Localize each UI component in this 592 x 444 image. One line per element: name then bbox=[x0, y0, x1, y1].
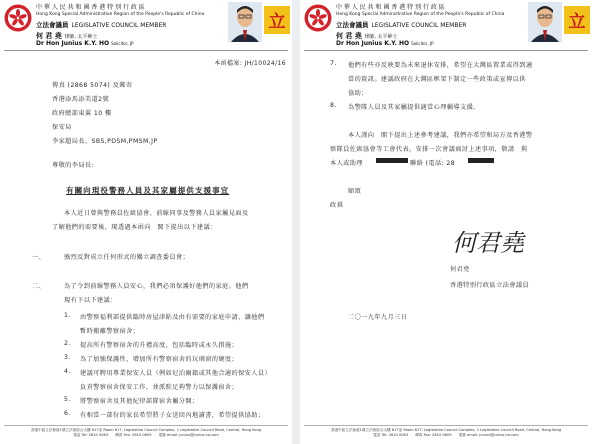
regards-line: 政祺 bbox=[330, 202, 344, 209]
footer-divider bbox=[4, 425, 288, 426]
item-text: 他們有些亦反映要為未來退休安排，希望在大灣區置業或得到適 bbox=[348, 62, 533, 69]
reference-number: 本函檔案: JH/10024/16 bbox=[214, 60, 286, 67]
member-name-en: Dr Hon Junius K.Y. HO Solicitor, JP bbox=[36, 40, 134, 47]
sub-item-text: 為了加強保護性，增加所有警察宿舍的玩璃窗的硬度； bbox=[80, 356, 239, 363]
svg-text:立: 立 bbox=[268, 12, 286, 32]
sub-item-number: 5. bbox=[64, 396, 71, 403]
letterhead-cn-title: 中 華 人 民 共 和 國 香 港 特 別 行 政 區 bbox=[36, 4, 145, 11]
member-name-cn: 何 君 堯 律師, 太平紳士 bbox=[36, 32, 98, 40]
party-badge-icon bbox=[264, 6, 290, 34]
item-number: 7. bbox=[330, 60, 337, 67]
closing-line: 本人謹向 閣下提出上述參考建議，我們亦希望和局方及香港警 bbox=[348, 132, 533, 139]
recipient-line: 傳真 (2868 5074) 及郵寄 bbox=[52, 82, 133, 89]
regards-line: 順頌 bbox=[348, 188, 362, 195]
hksar-emblem-icon bbox=[304, 4, 332, 32]
party-badge-icon bbox=[564, 6, 590, 34]
sub-item-text: 負責警察宿舍保安工作，並派駐足夠警力以保護宿舍； bbox=[80, 384, 239, 391]
sub-item-number: 2. bbox=[64, 340, 71, 347]
letter-footer: 香港中區立法會道1號立法會綜合大樓 617室 Room 617, Legislative Council Complex, 1 Legislative Council Road, Central, Hong Kong 電話 Tel: 2810 0063 傳真 Fax: 2810 0609 電郵 email: junius@junius-ho.com bbox=[30, 428, 262, 437]
letterhead-cn-title: 中 華 人 民 共 和 國 香 港 特 別 行 政 區 bbox=[336, 4, 445, 11]
sub-item-text: 暫時搬離警察宿舍； bbox=[80, 328, 140, 335]
intro-line: 本人近日曾與警務員佐級協會、前線同事及警務人員家屬見面及 bbox=[64, 210, 249, 217]
lc-member-cn: 立法會議員 bbox=[36, 21, 69, 29]
item-text: 當的資訊。建議政府在大灣區框架下制定一些政策或宣傳以供 bbox=[348, 76, 526, 83]
letterhead-text bbox=[36, 4, 216, 29]
sub-item-number: 1. bbox=[64, 312, 71, 319]
signer-name: 何君堯 bbox=[450, 266, 470, 273]
point-number: 二、 bbox=[32, 283, 46, 290]
sub-item-number: 4. bbox=[64, 368, 71, 375]
letter-page-1 bbox=[0, 0, 292, 444]
sub-item-text: 將警察宿舍及其他紀律部隊宿舍屬分開； bbox=[80, 398, 199, 405]
member-photo bbox=[228, 2, 262, 42]
hksar-emblem-icon bbox=[4, 4, 32, 32]
member-photo bbox=[528, 2, 562, 42]
point-text: 為了令到前線警務人員安心，我們必須保護好他們的家庭。他們 bbox=[64, 283, 249, 290]
letterhead-text bbox=[336, 4, 516, 29]
member-name-cn: 何 君 堯 律師, 太平紳士 bbox=[336, 32, 398, 40]
item-text: 協助； bbox=[348, 90, 368, 97]
sub-item-number: 6. bbox=[64, 410, 71, 417]
footer-divider bbox=[304, 425, 588, 426]
item-number: 8. bbox=[330, 102, 337, 109]
lc-member-en: LEGISLATIVE COUNCIL MEMBER bbox=[71, 22, 167, 29]
sub-item-text: 由警察福利部提供臨時房屋津貼及由有需要的家庭申請，讓他們 bbox=[80, 314, 265, 321]
intro-line: 了解他們的需要後，現透過本函向 閣下提出以下建議： bbox=[52, 224, 217, 231]
letterhead-divider bbox=[4, 50, 288, 51]
sub-item-number: 3. bbox=[64, 354, 71, 361]
item-text: 為警隊人員及其家屬提供適當心理輔導支援。 bbox=[348, 104, 480, 111]
point-text: 現有下以下建議： bbox=[64, 297, 117, 304]
letter-footer: 香港中區立法會道1號立法會綜合大樓 617室 Room 617, Legislative Council Complex, 1 Legislative Council Road, Central, Hong Kong 電話 Tel: 2810 0063 傳真 Fax: 2810 0609 電郵 email: junius@junius-ho.com bbox=[330, 428, 562, 437]
letterhead-en-title: Hong Kong Special Administrative Region of the People's Republic of China bbox=[36, 12, 205, 17]
redacted-name bbox=[376, 158, 408, 163]
redacted-phone bbox=[468, 158, 494, 163]
sub-item-text: 建議可聘用專業保安人員（例如尼泊爾籍或其他合適的保安人員） bbox=[80, 370, 272, 377]
svg-text:何君堯: 何君堯 bbox=[452, 229, 524, 257]
sub-item-text: 有相當一部份的家長希望將子女送回內地讀書，希望提供協助； bbox=[80, 412, 265, 419]
member-name-en: Dr Hon Junius K.Y. HO Solicitor, JP bbox=[336, 40, 434, 47]
point-number: 一、 bbox=[32, 254, 46, 261]
recipient-line: 政府總部東翼 10 樓 bbox=[52, 110, 112, 117]
letter-page-2 bbox=[300, 0, 592, 444]
letter-subject: 有關向現役警務人員及其家屬提供支援事宜 bbox=[66, 186, 230, 195]
handwritten-signature bbox=[450, 225, 524, 259]
lc-member-cn: 立法會議員 bbox=[336, 21, 369, 29]
recipient-line: 李家超局長、SBS,PDSM,PMSM,JP bbox=[52, 138, 158, 145]
sub-item-text: 提高所有警察宿舍的升禮高度，包括臨時或永久措施； bbox=[80, 342, 239, 349]
point-text: 強烈反對成立任何形式的獨立調查委員會； bbox=[64, 254, 190, 261]
lc-member-en: LEGISLATIVE COUNCIL MEMBER bbox=[371, 22, 467, 29]
recipient-line: 香港添馬添美道2號 bbox=[52, 96, 110, 103]
letter-date: 二〇一九年九月三日 bbox=[348, 314, 408, 321]
signer-title: 香港特別行政區立法會議員 bbox=[450, 282, 530, 289]
letterhead-en-title: Hong Kong Special Administrative Region of the People's Republic of China bbox=[336, 12, 505, 17]
closing-line: 察隊員佐級協會等工會代表，安排一次會議商討上述事項，敬請 與 bbox=[330, 146, 528, 153]
contact-line: 聯絡 (電話: 28 bbox=[410, 160, 456, 167]
letterhead-divider bbox=[304, 50, 588, 51]
salutation: 尊敬的李局長: bbox=[52, 162, 95, 169]
svg-text:立: 立 bbox=[568, 12, 586, 32]
closing-line: 本人或助理 bbox=[330, 160, 363, 167]
recipient-line: 保安局 bbox=[52, 124, 72, 131]
